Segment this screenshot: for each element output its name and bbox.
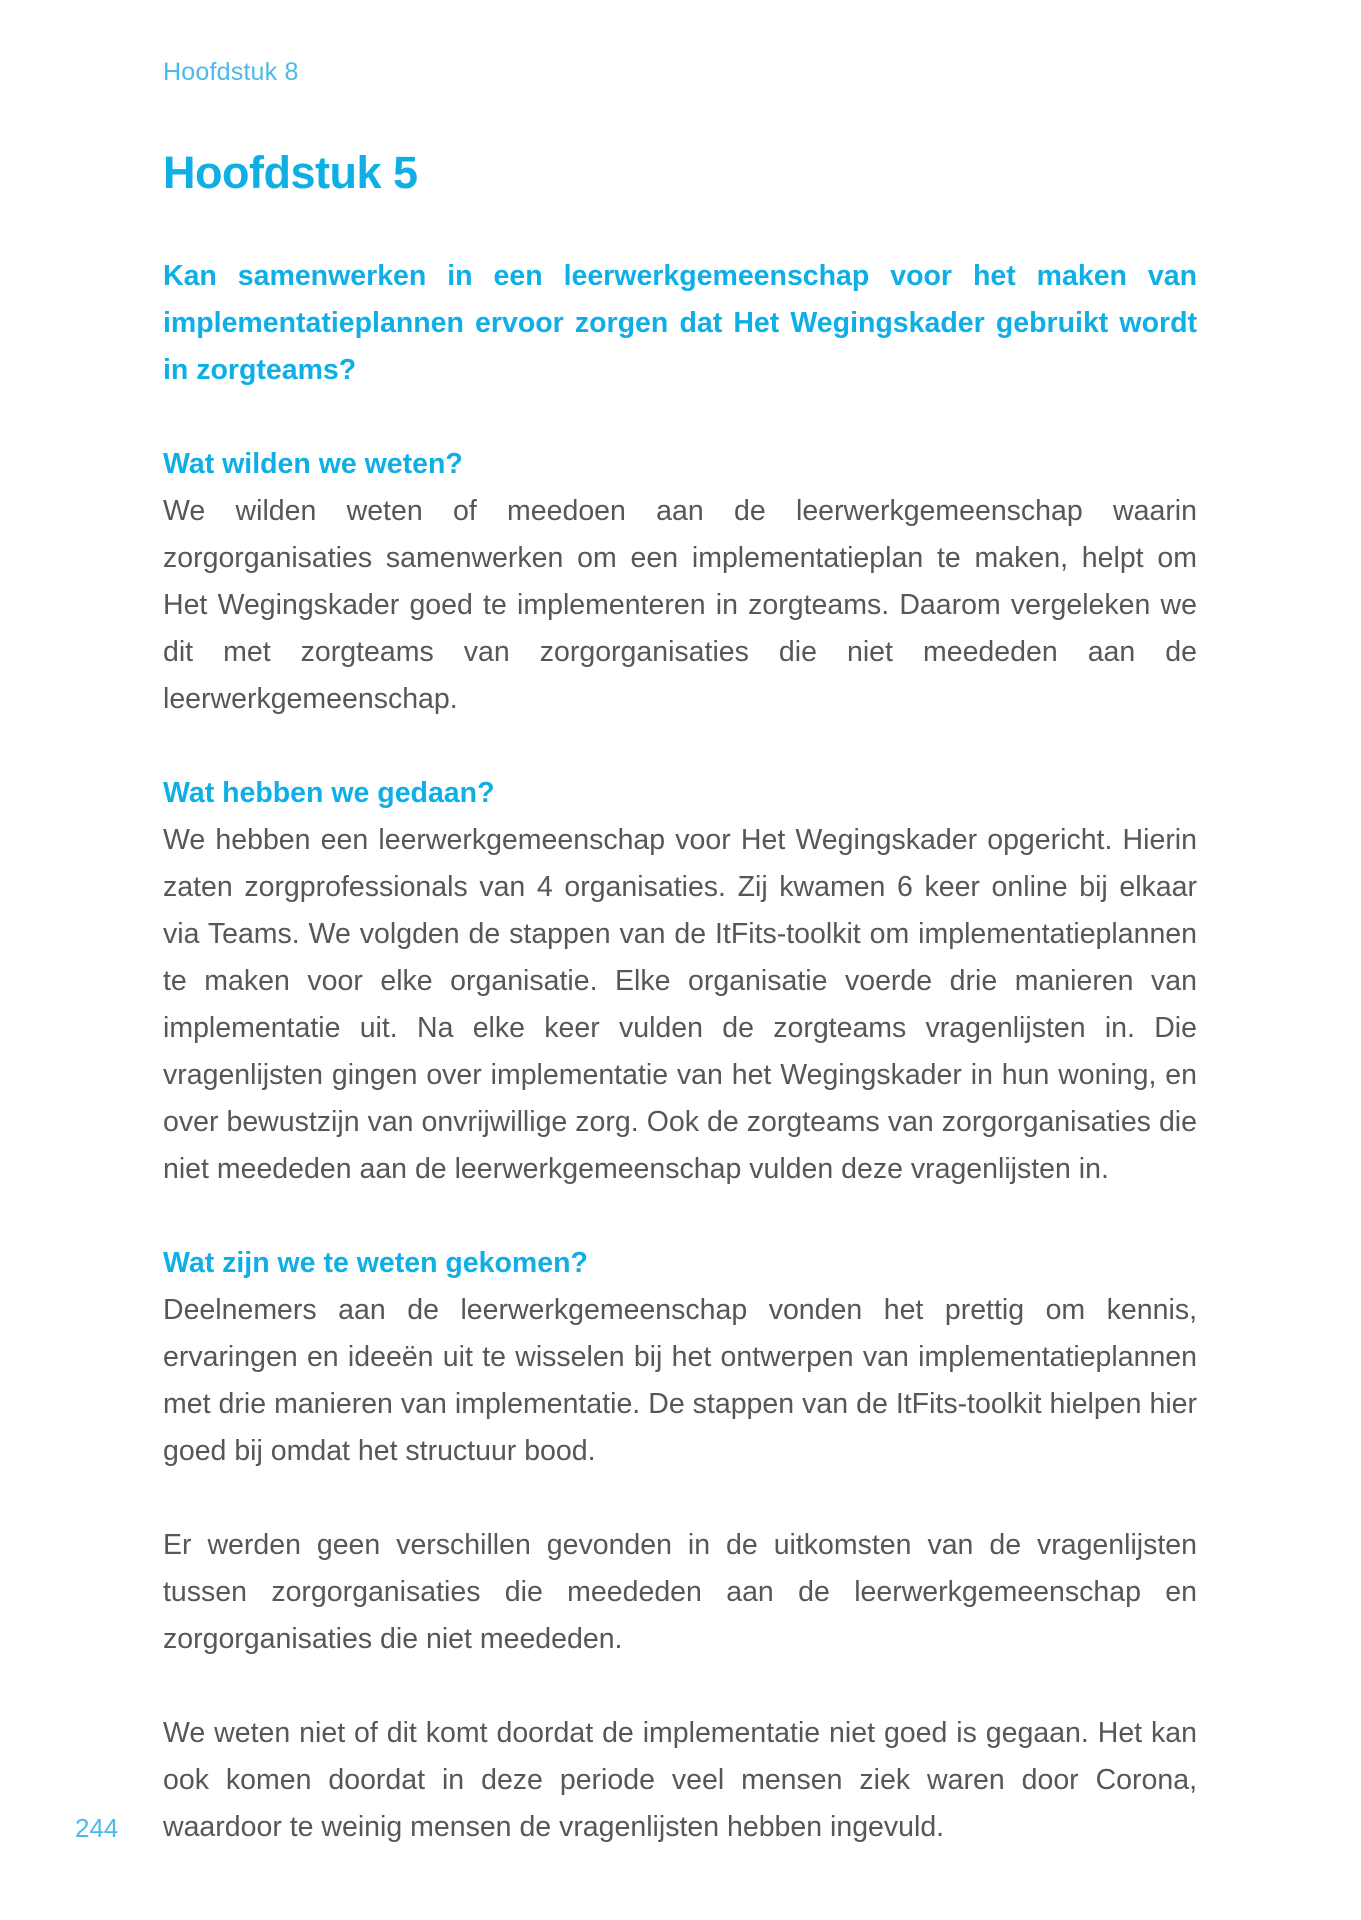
section-wat-hebben-we-gedaan xyxy=(163,770,1197,1193)
page-number: 244 xyxy=(75,1813,119,1843)
section-wat-wilden-we-weten xyxy=(163,441,1197,723)
section-paragraph: Er werden geen verschillen gevonden in de uitkomsten van de vragenlijsten tussen zorgorganisaties die meededen aan de leerwerkgemeenschap en zorgorganisaties die niet meededen. xyxy=(163,1529,1197,1655)
chapter-title: Hoofdstuk 5 xyxy=(163,147,418,198)
section-paragraph: We hebben een leerwerkgemeenschap voor Het Wegingskader opgericht. Hierin zaten zorgprofessionals van 4 organisaties. Zij kwamen 6 keer online bij elkaar via Teams. We volgden de stappen van de ItFits-toolkit om implementatieplannen te maken voor elke organisatie. Elke organisatie voerde drie manieren van implementatie uit. Na elke keer vulden de zorgteams vragenlijsten in. Die vragenlijsten gingen over implementatie van het Wegingskader in hun woning, en over bewustzijn van onvrijwillige zorg. Ook de zorgteams van zorgorganisaties die niet meededen aan de leerwerkgemeenschap vulden deze vragenlijsten in. xyxy=(163,824,1197,1185)
section-paragraph: We weten niet of dit komt doordat de implementatie niet goed is gegaan. Het kan ook komen doordat in deze periode veel mensen ziek waren door Corona, waardoor te weinig mensen de vragenlijsten hebben ingevuld. xyxy=(163,1717,1197,1843)
section-wat-zijn-we-te-weten-gekomen xyxy=(163,1240,1197,1851)
running-header: Hoofdstuk 8 xyxy=(163,58,299,86)
section-paragraph: We wilden weten of meedoen aan de leerwerkgemeenschap waarin zorgorganisaties samenwerken om een implementatieplan te maken, helpt om Het Wegingskader goed te implementeren in zorgteams. Daarom vergeleken we dit met zorgteams van zorgorganisaties die niet meededen aan de leerwerkgemeenschap. xyxy=(163,495,1197,715)
section-paragraph: Deelnemers aan de leerwerkgemeenschap vonden het prettig om kennis, ervaringen en ideeën uit te wisselen bij het ontwerpen van implementatieplannen met drie manieren van implementatie. De stappen van de ItFits-toolkit hielpen hier goed bij omdat het structuur bood. xyxy=(163,1294,1197,1467)
section-heading: Wat zijn we te weten gekomen? xyxy=(163,1247,588,1279)
section-heading: Wat wilden we weten? xyxy=(163,448,463,480)
research-question: Kan samenwerken in een leerwerkgemeenschap voor het maken van implementatieplannen ervoor zorgen dat Het Wegingskader gebruikt wordt in zorgteams? xyxy=(163,260,1197,386)
section-heading: Wat hebben we gedaan? xyxy=(163,777,495,809)
